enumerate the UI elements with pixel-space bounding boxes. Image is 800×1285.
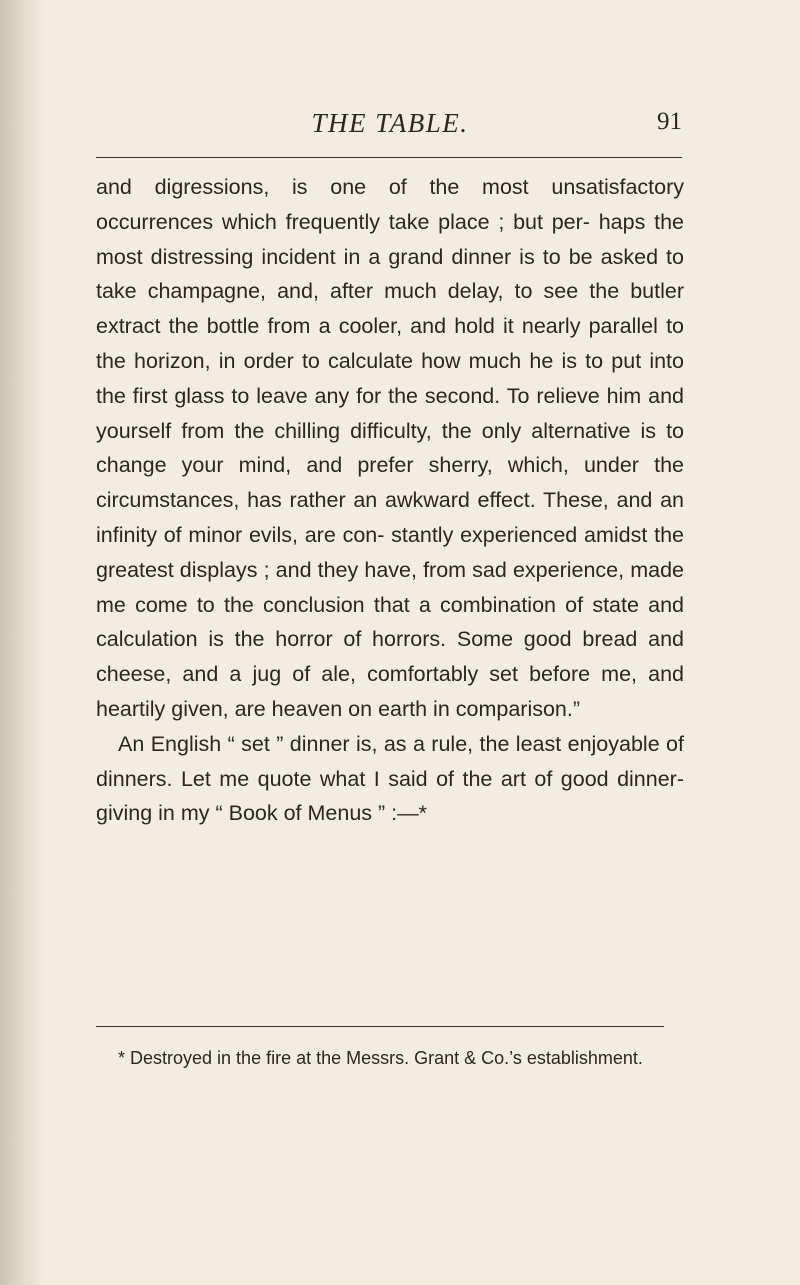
header-rule [96, 157, 682, 158]
paragraph-1: and digressions, is one of the most unsatisfactory occurrences which frequently take place ; but per- haps the most distressing incident in a grand dinner is to be asked to take champagne, and, after much delay, to see the butler extract the bottle from a cooler, and hold it nearly parallel to the horizon, in order to calculate how much he is to put into the first glass to leave any for the second. To relieve him and yourself from the chilling difficulty, the only alternative is to change your mind, and prefer sherry, which, under the circumstances, has rather an awkward effect. These, and an infinity of minor evils, are con- stantly experienced amidst the greatest displays ; and they have, from sad experience, made me come to the conclusion that a combination of state and calculation is the horror of horrors. Some good bread and cheese, and a jug of ale, comfortably set before me, and heartily given, are heaven on earth in comparison.” [96, 175, 684, 721]
running-title: THE TABLE. [311, 108, 469, 138]
footnote: * Destroyed in the fire at the Messrs. Grant & Co.’s establishment. [118, 1048, 643, 1068]
footnote-rule [96, 1026, 664, 1027]
paragraph-2: An English “ set ” dinner is, as a rule, the least enjoyable of dinners. Let me quote what I said of the art of good dinner-giving in my “ Book of Menus ” :—* [96, 731, 684, 826]
body-text [96, 170, 684, 831]
page-number: 91 [657, 108, 682, 135]
running-header [96, 104, 684, 144]
